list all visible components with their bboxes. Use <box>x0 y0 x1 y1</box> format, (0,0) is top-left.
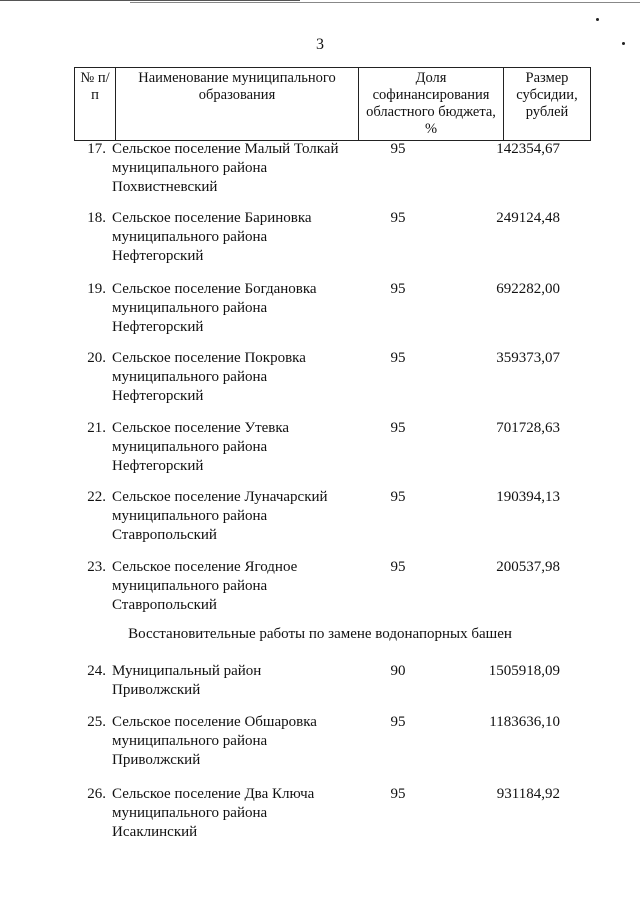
row-name: Сельское поселение Ягодное муниципального района Ставропольский <box>112 559 298 613</box>
row-sum: 701728,63 <box>496 420 560 436</box>
section-title: Восстановительные работы по замене водонапорных башен <box>128 626 512 642</box>
row-sum: 692282,00 <box>496 281 560 297</box>
row-sum: 200537,98 <box>496 559 560 575</box>
row-share: 95 <box>390 210 406 226</box>
header-share: Доля софинансирования областного бюджета, % <box>359 68 504 141</box>
row-name: Сельское поселение Богдановка муниципального района Нефтегорский <box>112 281 317 335</box>
row-sum: 190394,13 <box>496 489 560 505</box>
row-number: 23. <box>87 559 106 575</box>
row-number: 26. <box>87 786 106 802</box>
row-name: Сельское поселение Два Ключа муниципального района Исаклинский <box>112 786 315 840</box>
row-share: 95 <box>390 420 406 436</box>
row-share: 95 <box>390 281 406 297</box>
row-share: 95 <box>390 714 406 730</box>
scan-edge-line <box>0 0 300 1</box>
row-sum: 359373,07 <box>496 350 560 366</box>
row-share: 95 <box>390 350 406 366</box>
row-name: Сельское поселение Луначарский муниципального района Ставропольский <box>112 489 328 543</box>
row-name: Муниципальный район Приволжский <box>112 663 262 698</box>
table-header <box>74 67 591 141</box>
header-name: Наименование муниципального образования <box>116 68 359 141</box>
row-name: Сельское поселение Обшаровка муниципального района Приволжский <box>112 714 317 768</box>
row-sum: 1183636,10 <box>489 714 560 730</box>
scan-speck <box>596 18 599 21</box>
row-number: 20. <box>87 350 106 366</box>
header-num: № п/п <box>75 68 116 141</box>
page-number: 3 <box>316 36 324 53</box>
row-name: Сельское поселение Малый Толкай муниципального района Похвистневский <box>112 141 339 195</box>
row-number: 21. <box>87 420 106 436</box>
row-share: 95 <box>390 559 406 575</box>
row-name: Сельское поселение Утевка муниципального района Нефтегорский <box>112 420 290 474</box>
row-sum: 1505918,09 <box>488 663 560 679</box>
row-number: 19. <box>87 281 106 297</box>
row-number: 24. <box>87 663 106 679</box>
row-name: Сельское поселение Покровка муниципального района Нефтегорский <box>112 350 306 404</box>
row-sum: 142354,67 <box>496 141 560 157</box>
row-share: 90 <box>390 663 406 679</box>
row-sum: 931184,92 <box>496 786 560 802</box>
row-share: 95 <box>390 786 406 802</box>
row-name: Сельское поселение Бариновка муниципального района Нефтегорский <box>112 210 312 264</box>
row-share: 95 <box>390 141 406 157</box>
row-share: 95 <box>390 489 406 505</box>
row-number: 18. <box>87 210 106 226</box>
row-number: 17. <box>87 141 106 157</box>
row-number: 22. <box>87 489 106 505</box>
row-sum: 249124,48 <box>496 210 560 226</box>
header-size: Размер субсидии, рублей <box>504 68 591 141</box>
scan-edge-line <box>130 2 640 3</box>
row-number: 25. <box>87 714 106 730</box>
